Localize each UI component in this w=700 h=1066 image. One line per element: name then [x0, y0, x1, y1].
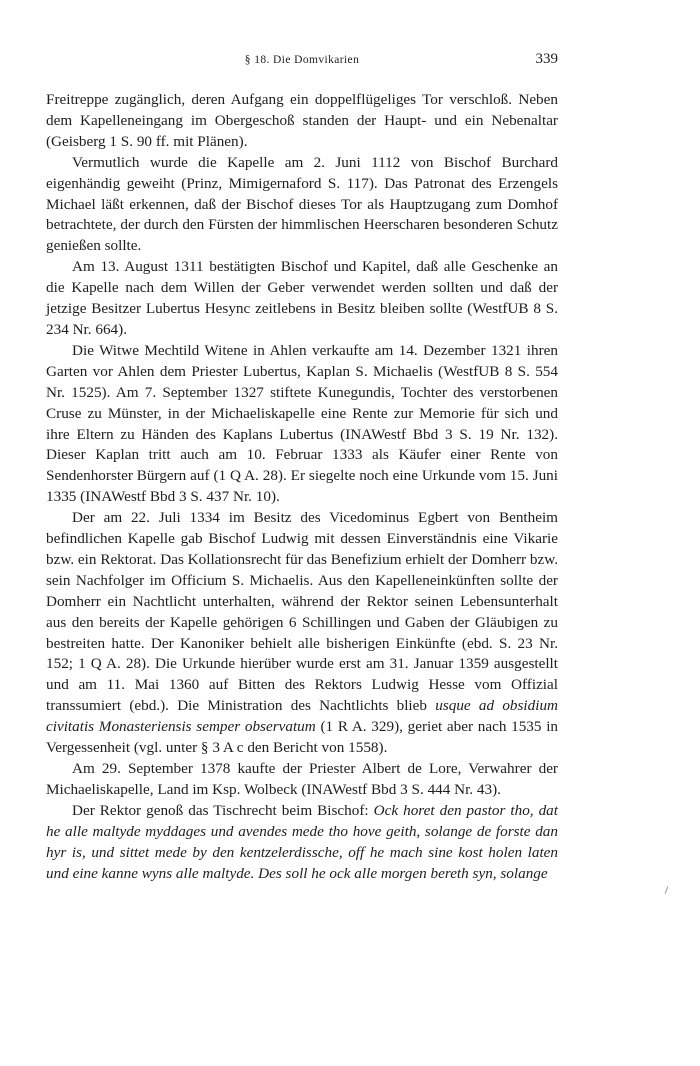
paragraph-1: Freitreppe zugänglich, deren Aufgang ein doppelflügeliges Tor verschloß. Neben dem Kapelleneingang im Obergeschoß standen der Haupt- und ein Nebenaltar (Geisberg 1 S. 90 ff. mit Plänen).: [46, 91, 558, 150]
running-head: § 18. Die Domvikarien: [244, 54, 360, 66]
page-header: [46, 51, 558, 74]
paragraph-6: Am 29. September 1378 kaufte der Priester Albert de Lore, Verwahrer der Michaeliskapelle, Land im Ksp. Wolbeck (INAWestf Bbd 3 S. 444 Nr. 43).: [46, 760, 558, 798]
page-number: 339: [535, 51, 558, 67]
paragraph-5: [46, 508, 558, 759]
latin-quote: usque ad obsidium civitatis Monasteriensis semper observatum: [46, 697, 559, 736]
body-text: [46, 90, 558, 884]
paragraph-3: Am 13. August 1311 bestätigten Bischof und Kapitel, daß alle Geschenke an die Kapelle nach dem Willen der Geber verwendet werden sollten und daß der jetzige Besitzer Lubertus Hesync zeitlebens in Besitz bleiben sollte (WestfUB 8 S. 234 Nr. 664).: [46, 258, 558, 338]
paragraph-2: Vermutlich wurde die Kapelle am 2. Juni 1112 von Bischof Burchard eigenhändig geweiht (Prinz, Mimigernaford S. 117). Das Patronat des Erzengels Michael läßt erkennen, daß der Bischof dieses Tor als Hauptzugang zum Domhof betrachtete, der durch den Fürsten der himmlischen Heerscharen besonderen Schutz genießen sollte.: [46, 153, 558, 255]
margin-mark: [665, 886, 669, 894]
paragraph-5-text-a: Der am 22. Juli 1334 im Besitz des Vicedominus Egbert von Bentheim befindlichen Kapelle gab Bischof Ludwig mit dessen Einverständnis eine Vikarie bzw. ein Rektorat. Das Kollationsrecht für das Benefizium erhielt der Domherr bzw. sein Nachfolger im Officium S. Michaelis. Aus den Kapelleneinkünften sollte der Domherr ein Nachtlicht unterhalten, während der Rektor seinen Lebensunterhalt aus den bereits der Kapelle gehörigen 6 Schillingen und Gaben der Gläubigen zu bestreiten hatte. Der Kanoniker behielt alle bisherigen Einkünfte (ebd. S. 23 Nr. 152; 1 Q A. 28). Die Urkunde hierüber wurde erst am 31. Januar 1359 ausgestellt und am 11. Mai 1360 auf Bitten des Rektors Ludwig Hesse vom Offizial transsumiert (ebd.). Die Ministration des Nachtlichts blieb: [46, 509, 558, 715]
low-german-quote: Ock horet den pastor tho, dat he alle maltyde myddages und avendes mede tho hove geith, solange de forste dan hyr is, und sittet mede by den kentzelerdissche, off he mach sine kost holen laten und eine kanne wyns alle maltyde. Des soll he ock alle morgen bereth syn, solange: [46, 801, 559, 882]
paragraph-4: Die Witwe Mechtild Witene in Ahlen verkaufte am 14. Dezember 1321 ihren Garten vor Ahlen dem Priester Lubertus, Kaplan S. Michaelis (WestfUB 8 S. 554 Nr. 1525). Am 7. September 1327 stiftete Kunegundis, Tochter des verstorbenen Cruse zu Münster, in der Michaeliskapelle eine Rente zur Memorie für sich und ihre Eltern zu Händen des Kaplans Lubertus (INAWestf Bbd 3 S. 19 Nr. 132). Dieser Kaplan tritt auch am 10. Februar 1333 als Käufer einer Rente von Sendenhorster Bürgern auf (1 Q A. 28). Er siegelte noch eine Urkunde vom 15. Juni 1335 (INAWestf Bbd 3 S. 437 Nr. 10).: [46, 341, 558, 506]
paragraph-7-text-a: Der Rektor genoß das Tischrecht beim Bischof:: [72, 801, 369, 819]
paragraph-5-text-b: (1 R A. 329), geriet aber nach 1535 in Vergessenheit (vgl. unter § 3 A c den Bericht von 1558).: [46, 718, 559, 757]
paragraph-7: [46, 801, 558, 885]
